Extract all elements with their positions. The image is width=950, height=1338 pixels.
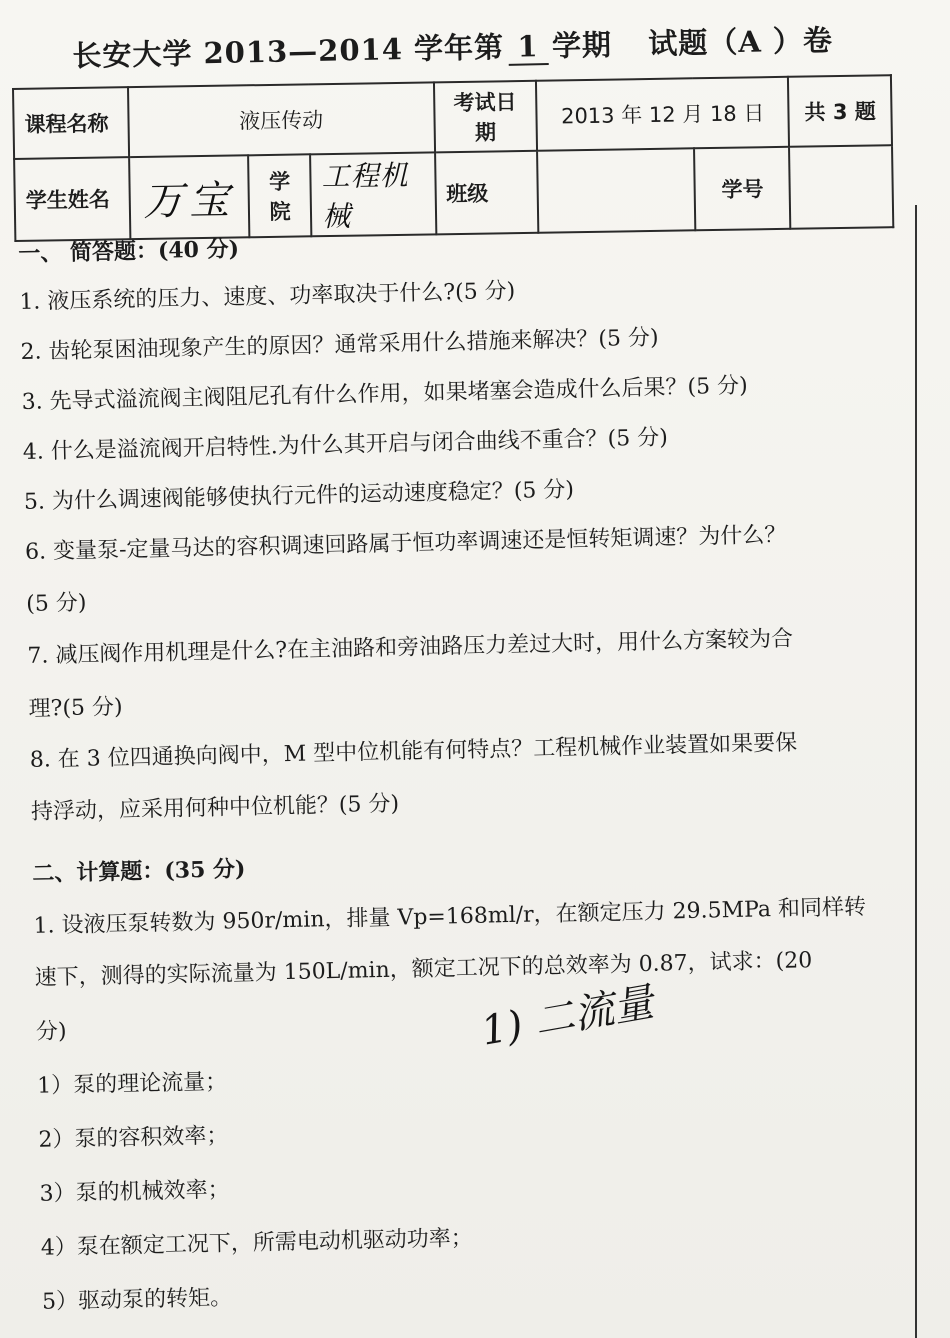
calc-line-3: 分) (35, 1019, 67, 1045)
question-5: 5. 为什么调速阀能够使执行元件的运动速度稳定？(5 分) (23, 477, 575, 515)
calc-item-4: 4）泵在额定工况下，所需电动机驱动功率； (40, 1225, 474, 1261)
student-id-label: 学号 (694, 147, 790, 230)
class-value (537, 148, 695, 232)
title-semester-label: 学期 (551, 27, 613, 63)
title-paper-type: 试题（A ）卷 (647, 23, 834, 61)
college-label: 学院 (248, 154, 312, 237)
handwritten-college: 工程机械 (321, 158, 410, 234)
date-value: 2013 年 12 月 18 日 (536, 77, 789, 151)
question-6: 6. 变量泵-定量马达的容积调速回路属于恒功率调速还是恒转矩调速？为什么？ (24, 522, 787, 565)
class-label: 班级 (435, 151, 539, 235)
question-4: 4. 什么是溢流阀开启特性.为什么其开启与闭合曲线不重合？(5 分) (22, 425, 669, 465)
total-questions: 共 3 题 (788, 75, 892, 147)
question-1: 1. 液压系统的压力、速度、功率取决于什么?(5 分) (19, 278, 516, 315)
section1-heading: 一、 简答题：(40 分) (18, 235, 240, 267)
question-2: 2. 齿轮泵困油现象产生的原因？通常采用什么措施来解决？(5 分) (20, 325, 659, 365)
student-id-value (789, 145, 893, 229)
question-8: 8. 在 3 位四通换向阀中，M 型中位机能有何特点？工程机械作业装置如果要保 (29, 730, 798, 773)
calc-item-1: 1）泵的理论流量； (36, 1069, 228, 1099)
name-label: 学生姓名 (14, 157, 130, 241)
title-semester-number: 1 (508, 29, 549, 66)
calc-item-3: 3）泵的机械效率； (39, 1177, 230, 1207)
exam-header-table (12, 74, 894, 242)
calc-line-1: 1. 设液压泵转数为 950r/min，排量 Vp=168ml/r，在额定压力 29.5MPa 和同样转 (33, 894, 867, 939)
question-3: 3. 先导式溢流阀主阀阻尼孔有什么作用，如果堵塞会造成什么后果？(5 分) (21, 373, 748, 415)
question-7: 7. 减压阀作用机理是什么?在主油路和旁油路压力差过大时，用什么方案较为合 (27, 626, 794, 669)
calc-item-5: 5）驱动泵的转矩。 (41, 1285, 233, 1315)
college-value (310, 152, 435, 236)
handwritten-name: 万宝 (142, 177, 236, 225)
handwritten-note: 1) 二流量 (477, 979, 658, 1055)
page-border-right (915, 205, 917, 1338)
question-6-cont: (5 分) (25, 590, 87, 617)
question-7-cont: 理?(5 分) (28, 694, 123, 722)
title-university-year: 长安大学 2013—2014 学年第 (72, 29, 505, 73)
course-value: 液压传动 (128, 82, 435, 157)
exam-title (72, 16, 913, 75)
calc-line-2: 速下，测得的实际流量为 150L/min，额定工况下的总效率为 0.87，试求：(20 (34, 948, 813, 991)
section2-heading: 二、计算题：(35 分) (32, 856, 246, 887)
calc-item-2: 2）泵的容积效率； (38, 1123, 229, 1153)
date-label: 考试日期 (433, 81, 537, 153)
course-label: 课程名称 (13, 87, 129, 159)
question-8-cont: 持浮动，应采用何种中位机能？(5 分) (30, 791, 400, 825)
header-row-2 (14, 145, 893, 241)
name-value (129, 155, 250, 239)
